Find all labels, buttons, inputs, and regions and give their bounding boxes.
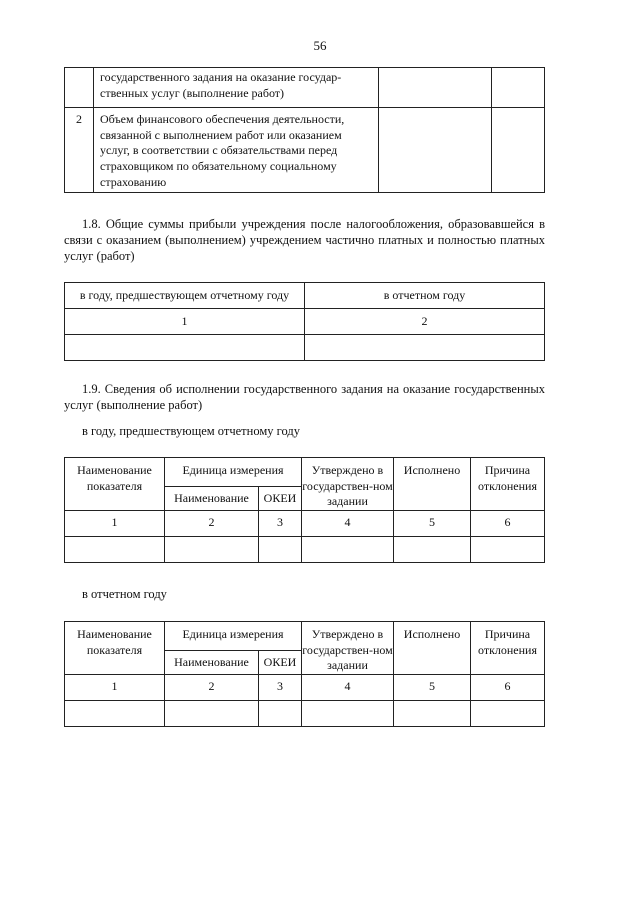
header-approved: Утверждено в государствен-ном задании bbox=[302, 622, 394, 675]
header-unit: Единица измерения bbox=[165, 458, 302, 487]
header-approved: Утверждено в государствен-ном задании bbox=[302, 458, 394, 511]
header-reason: Причина отклонения bbox=[471, 458, 545, 511]
value-cell bbox=[492, 108, 545, 193]
column-number: 4 bbox=[302, 674, 394, 700]
header-row bbox=[65, 622, 545, 651]
header-okei: ОКЕИ bbox=[259, 487, 302, 511]
value-cell bbox=[259, 536, 302, 562]
value-cell bbox=[394, 700, 471, 726]
value-cell bbox=[471, 700, 545, 726]
row-text-line: государственного задания на оказание государ- bbox=[100, 70, 342, 84]
label-prev-year: в году, предшествующем отчетному году bbox=[82, 424, 300, 438]
value-cell bbox=[259, 700, 302, 726]
row-text-line: Объем финансового обеспечения деятельности, bbox=[100, 112, 345, 127]
value-cell bbox=[492, 68, 545, 108]
header-row bbox=[65, 283, 545, 309]
value-cell bbox=[302, 700, 394, 726]
section-1-9-text: 1.9. Сведения об исполнении государственного задания на оказание государственных услуг (выполнение работ) bbox=[64, 382, 545, 412]
value-cell bbox=[394, 536, 471, 562]
column-number: 6 bbox=[471, 674, 545, 700]
profit-table bbox=[64, 282, 545, 361]
table-row bbox=[65, 335, 545, 361]
column-number: 1 bbox=[65, 510, 165, 536]
number-row bbox=[65, 510, 545, 536]
row-text-line: страховщиком по обязательному социальному bbox=[100, 158, 337, 173]
header-prev-year: в году, предшествующем отчетному году bbox=[65, 283, 305, 309]
row-text-line: связанной с выполнением работ или оказанием bbox=[100, 127, 342, 142]
column-number: 2 bbox=[165, 510, 259, 536]
header-okei: ОКЕИ bbox=[259, 651, 302, 675]
column-number: 6 bbox=[471, 510, 545, 536]
row-text-line: услуг, в соответствии с обязательствами перед bbox=[100, 143, 338, 158]
row-text-line: ственных услуг (выполнение работ) bbox=[100, 85, 285, 100]
table-row bbox=[65, 700, 545, 726]
header-done: Исполнено bbox=[394, 622, 471, 675]
header-done: Исполнено bbox=[394, 458, 471, 511]
number-row bbox=[65, 674, 545, 700]
header-reason: Причина отклонения bbox=[471, 622, 545, 675]
section-1-9-paragraph bbox=[64, 381, 545, 413]
value-cell bbox=[165, 700, 259, 726]
column-number: 5 bbox=[394, 674, 471, 700]
header-indicator: Наименование показателя bbox=[65, 458, 165, 511]
table-row bbox=[65, 536, 545, 562]
table-row bbox=[65, 68, 545, 108]
column-number: 2 bbox=[305, 309, 545, 335]
column-number: 1 bbox=[65, 309, 305, 335]
header-unit-name: Наименование bbox=[165, 487, 259, 511]
column-number: 1 bbox=[65, 674, 165, 700]
section-1-8-text: 1.8. Общие суммы прибыли учреждения после налогообложения, образовавшейся в связи с оказанием (выполнением) учреждением частично платных и полностью платных услуг (работ) bbox=[64, 217, 545, 263]
column-number: 2 bbox=[165, 674, 259, 700]
row-number: 2 bbox=[65, 108, 94, 193]
value-cell bbox=[302, 536, 394, 562]
header-unit-name: Наименование bbox=[165, 651, 259, 675]
page-number: 56 bbox=[313, 38, 327, 53]
value-cell bbox=[165, 536, 259, 562]
row-text-line: страхованию bbox=[100, 174, 167, 189]
header-unit: Единица измерения bbox=[165, 622, 302, 651]
row-text bbox=[94, 108, 379, 193]
column-number: 3 bbox=[259, 510, 302, 536]
value-cell bbox=[305, 335, 545, 361]
label-current-year: в отчетном году bbox=[82, 587, 167, 601]
row-number bbox=[65, 68, 94, 108]
number-row bbox=[65, 309, 545, 335]
value-cell bbox=[65, 335, 305, 361]
column-number: 5 bbox=[394, 510, 471, 536]
column-number: 3 bbox=[259, 674, 302, 700]
section-1-8-paragraph bbox=[64, 216, 545, 264]
execution-table-prev-year bbox=[64, 457, 545, 563]
header-current-year: в отчетном году bbox=[305, 283, 545, 309]
value-cell bbox=[471, 536, 545, 562]
value-cell bbox=[65, 700, 165, 726]
execution-table-current-year bbox=[64, 621, 545, 727]
row-text bbox=[94, 68, 379, 108]
value-cell bbox=[379, 68, 492, 108]
value-cell bbox=[379, 108, 492, 193]
header-indicator: Наименование показателя bbox=[65, 622, 165, 675]
header-row bbox=[65, 458, 545, 487]
column-number: 4 bbox=[302, 510, 394, 536]
value-cell bbox=[65, 536, 165, 562]
table-row bbox=[65, 108, 545, 193]
continuation-table bbox=[64, 67, 545, 193]
